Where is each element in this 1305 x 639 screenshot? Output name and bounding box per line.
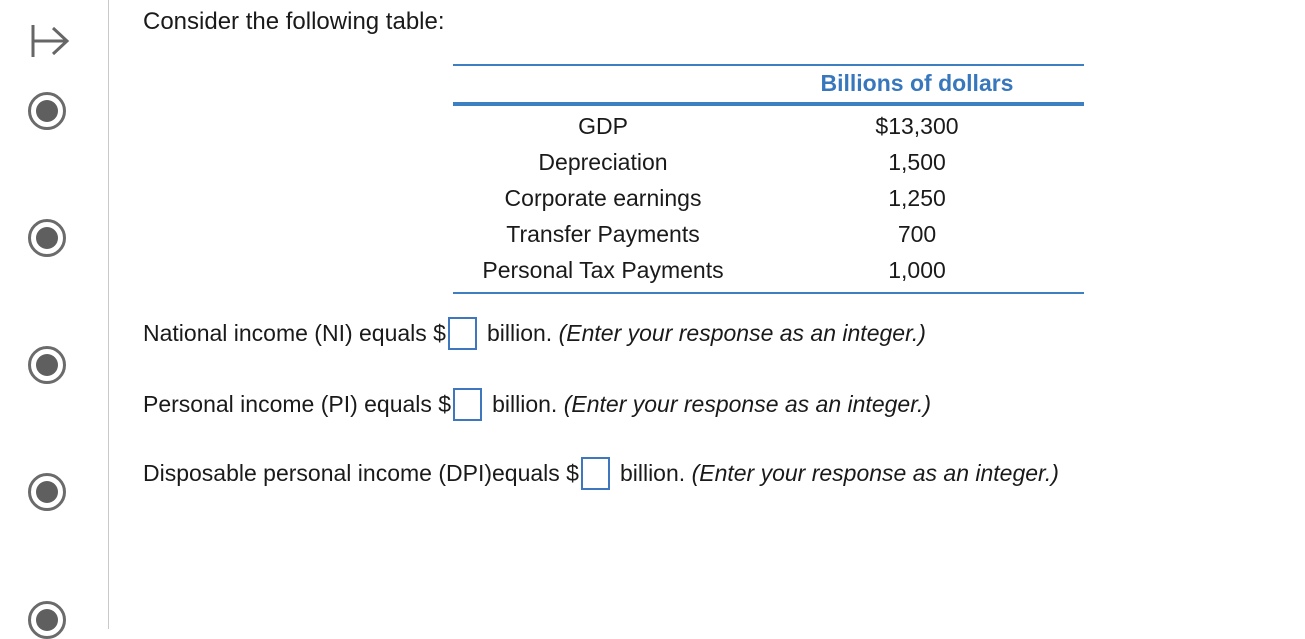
row-label: Transfer Payments <box>506 221 700 247</box>
arrow-right-to-bar-icon[interactable] <box>30 20 72 62</box>
question-prompt: Personal income (PI) equals $ <box>143 391 452 417</box>
unit-label: billion. <box>619 460 686 486</box>
row-label: GDP <box>578 113 628 139</box>
row-label: Personal Tax Payments <box>482 257 724 283</box>
row-value: 1,250 <box>888 185 946 211</box>
data-table <box>453 64 1084 294</box>
table-row <box>453 253 1084 289</box>
row-value: $13,300 <box>875 113 959 139</box>
table-header <box>453 66 1084 102</box>
disposable-income-input[interactable] <box>581 457 610 490</box>
national-income-input[interactable] <box>448 317 477 350</box>
row-value: 1,500 <box>888 149 946 175</box>
table-row <box>453 181 1084 217</box>
question-prompt: National income (NI) equals $ <box>143 320 446 346</box>
question-2-dot-icon[interactable] <box>28 219 66 257</box>
question-5-dot-icon[interactable] <box>28 601 66 639</box>
question-personal-income <box>143 388 931 421</box>
unit-label: billion. <box>492 391 558 417</box>
intro-text: Consider the following table: <box>143 8 445 35</box>
question-prompt: Disposable personal income (DPI)equals $ <box>143 460 579 486</box>
column-header: Billions of dollars <box>820 70 1014 96</box>
personal-income-input[interactable] <box>453 388 482 421</box>
row-label: Depreciation <box>538 149 668 175</box>
question-sidebar <box>0 0 109 629</box>
question-3-dot-icon[interactable] <box>28 346 66 384</box>
question-disposable-income <box>143 457 1059 490</box>
question-national-income <box>143 317 926 350</box>
row-label: Corporate earnings <box>504 185 702 211</box>
row-value: 1,000 <box>888 257 946 283</box>
table-bottom-rule <box>453 292 1084 294</box>
table-row <box>453 145 1084 181</box>
unit-label: billion. <box>486 320 553 346</box>
table-row <box>453 109 1084 145</box>
table-row <box>453 217 1084 253</box>
answer-hint: (Enter your response as an integer.) <box>691 460 1059 486</box>
answer-hint: (Enter your response as an integer.) <box>558 320 926 346</box>
question-1-dot-icon[interactable] <box>28 92 66 130</box>
answer-hint: (Enter your response as an integer.) <box>563 391 932 417</box>
question-4-dot-icon[interactable] <box>28 473 66 511</box>
row-value: 700 <box>897 221 937 247</box>
